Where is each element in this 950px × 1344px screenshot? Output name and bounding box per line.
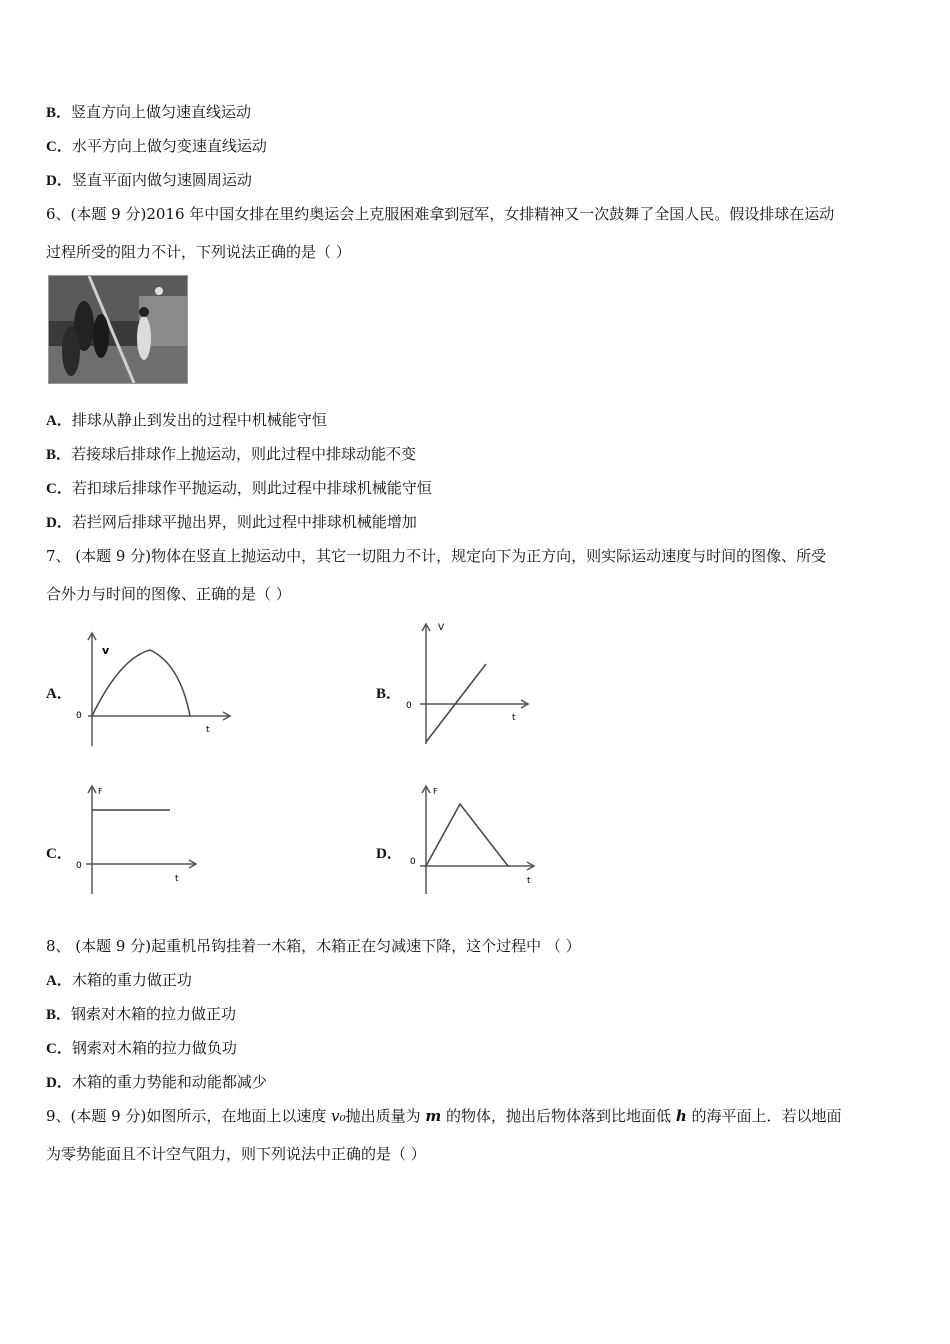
graph-b-origin: 0	[406, 701, 412, 711]
graph-a-ylabel: v	[102, 644, 110, 657]
q7-graph-c	[70, 782, 220, 898]
q7-graph-a	[70, 628, 240, 748]
q7-graph-b-label: B．	[376, 686, 402, 702]
q6-option-c: C．若扣球后排球作平抛运动，则此过程中排球机械能守恒	[46, 479, 432, 497]
q8-option-d: D．木箱的重力势能和动能都减少	[46, 1073, 267, 1091]
q5-option-d: D．竖直平面内做匀速圆周运动	[46, 171, 252, 189]
q8-option-a: A．木箱的重力做正功	[46, 971, 192, 989]
q6-option-b: B．若接球后排球作上抛运动，则此过程中排球动能不变	[46, 445, 417, 463]
q6-stem-line2: 过程所受的阻力不计，下列说法正确的是（ ）	[46, 243, 351, 261]
graph-c-xlabel: t	[175, 874, 179, 884]
q6-option-a: A．排球从静止到发出的过程中机械能守恒	[46, 411, 327, 429]
q8-option-c: C．钢索对木箱的拉力做负功	[46, 1039, 237, 1057]
q6-option-d: D．若拦网后排球平抛出界，则此过程中排球机械能增加	[46, 513, 417, 531]
q8-stem: 8、 (本题 9 分)起重机吊钩挂着一木箱，木箱正在匀减速下降，这个过程中 （ ）	[46, 937, 581, 955]
q7-stem-line1: 7、 (本题 9 分)物体在竖直上抛运动中，其它一切阻力不计，规定向下为正方向，则实际运动速度与时间的图像、所受	[46, 547, 827, 565]
q9-m: m	[425, 1107, 442, 1125]
graph-c-ylabel: F	[98, 787, 103, 796]
q9-v0: v₀	[331, 1107, 346, 1125]
graph-b-xlabel: t	[512, 713, 516, 723]
q5-option-b: B．竖直方向上做匀速直线运动	[46, 103, 252, 121]
q6-stem-line1: 6、(本题 9 分)2016 年中国女排在里约奥运会上克服困难拿到冠军，女排精神又一次鼓舞了全国人民。假设排球在运动	[46, 205, 835, 223]
graph-b-ylabel: V	[438, 623, 445, 633]
q7-graph-b	[400, 618, 540, 746]
graph-a-origin: 0	[76, 711, 82, 721]
q8-option-b: B．钢索对木箱的拉力做正功	[46, 1005, 237, 1023]
q9-h: h	[675, 1107, 687, 1125]
graph-d-origin: 0	[410, 857, 416, 867]
q9-stem-line2: 为零势能面且不计空气阻力，则下列说法中正确的是（ ）	[46, 1145, 426, 1163]
q7-graph-d-label: D．	[376, 846, 402, 862]
q7-stem-line2: 合外力与时间的图像、正确的是（ ）	[46, 585, 291, 603]
q7-graph-d	[400, 782, 545, 898]
graph-a-xlabel: t	[206, 725, 210, 735]
volleyball-photo	[48, 275, 188, 384]
q7-graph-a-label: A．	[46, 686, 72, 702]
graph-d-xlabel: t	[527, 876, 531, 886]
q9-stem-line1: 9、(本题 9 分)如图所示，在地面上以速度 v₀抛出质量为 m 的物体，抛出后物体落到比地面低 h 的海平面上．若以地面	[46, 1107, 842, 1125]
q5-option-c: C．水平方向上做匀变速直线运动	[46, 137, 267, 155]
graph-c-origin: 0	[76, 861, 82, 871]
graph-d-ylabel: F	[433, 787, 438, 796]
q7-graph-c-label: C．	[46, 846, 72, 862]
